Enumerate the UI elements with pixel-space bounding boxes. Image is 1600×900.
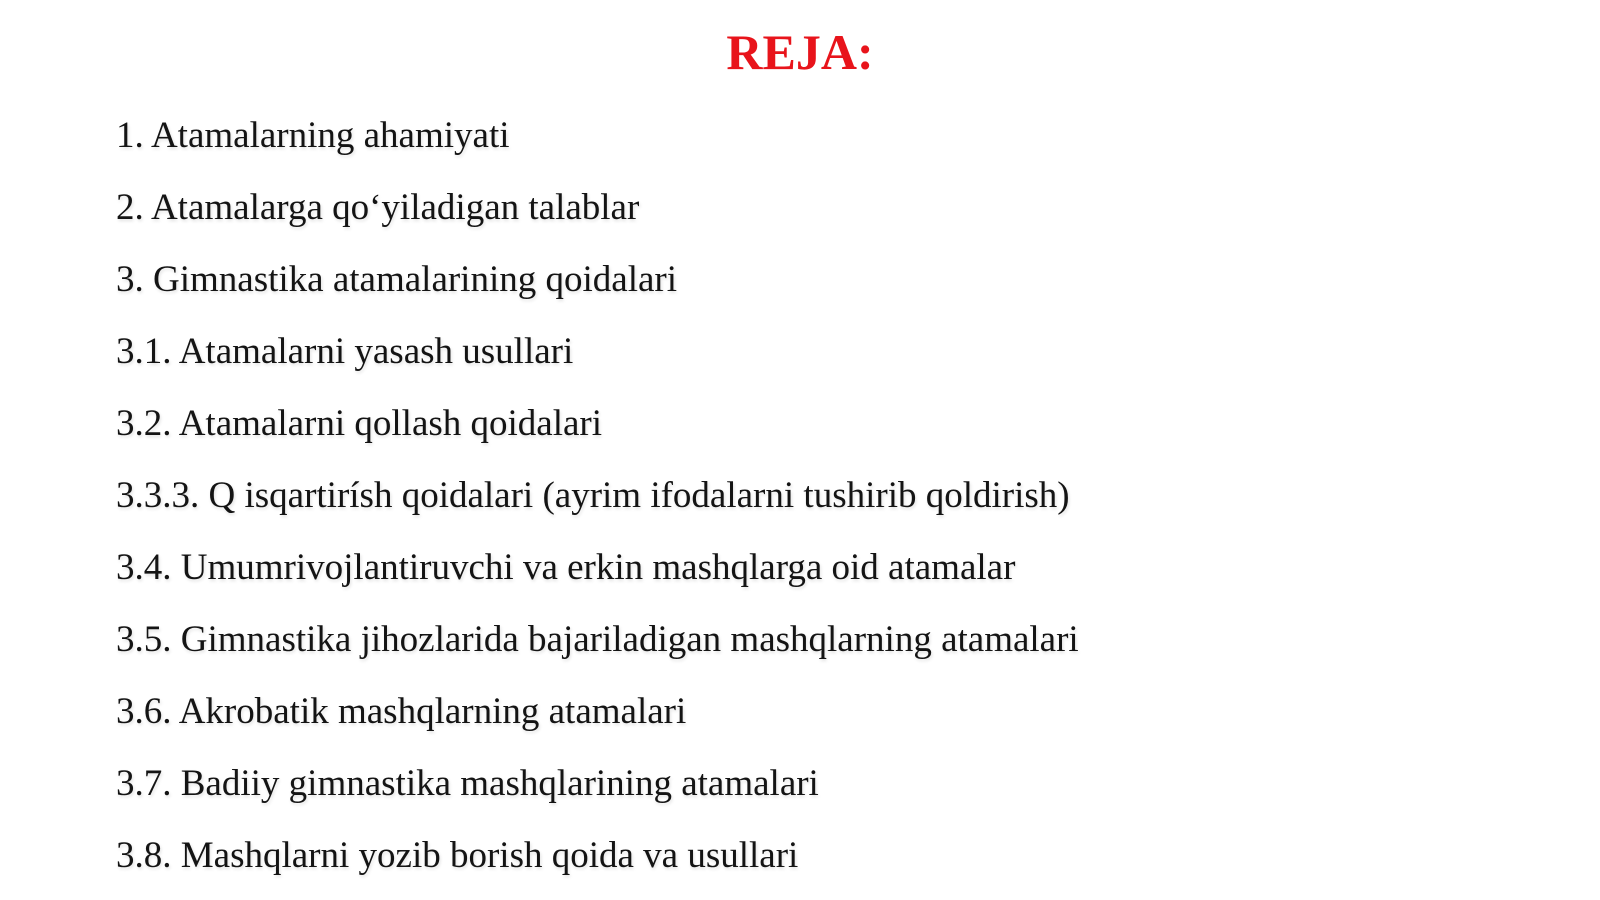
plan-list <box>116 112 1079 900</box>
plan-item-3-4: 3.4. Umumrivojlantiruvchi va erkin mashqlarga oid atamalar <box>116 547 1016 588</box>
plan-item-3-2: 3.2. Atamalarni qollash qoidalari <box>116 403 603 444</box>
plan-item-3-7: 3.7. Badiiy gimnastika mashqlarining atamalari <box>116 763 819 804</box>
plan-item-3-1: 3.1. Atamalarni yasash usullari <box>116 331 574 372</box>
plan-item-3-6: 3.6. Akrobatik mashqlarning atamalari <box>116 691 687 732</box>
plan-item-2: 2. Atamalarga qo‘yiladigan talablar <box>116 187 640 228</box>
plan-item-3: 3. Gimnastika atamalarining qoidalari <box>116 259 677 300</box>
plan-item-1: 1. Atamalarning ahamiyati <box>116 115 510 156</box>
plan-item-3-8: 3.8. Mashqlarni yozib borish qoida va usullari <box>116 835 799 876</box>
slide-title: REJA: <box>726 24 874 80</box>
plan-item-3-3-3: 3.3.3. Q isqartirísh qoidalari (ayrim ifodalarni tushirib qoldirish) <box>116 475 1070 516</box>
plan-item-3-5: 3.5. Gimnastika jihozlarida bajariladigan mashqlarning atamalari <box>116 619 1079 660</box>
